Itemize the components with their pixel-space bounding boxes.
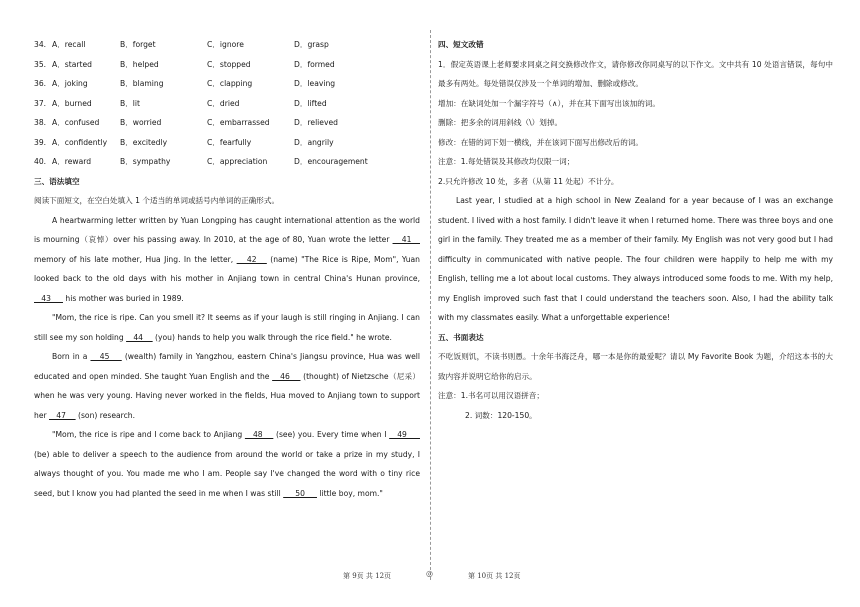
option-c: C．appreciation	[207, 157, 268, 166]
question-number: 40.	[34, 157, 47, 166]
text-run: his mother was buried in 1989.	[62, 293, 184, 303]
option-c: C．stopped	[207, 59, 251, 69]
right-page	[430, 0, 860, 607]
text-run: "Mom, the rice is ripe and I come back to Anjiang	[52, 430, 245, 439]
text-run: little boy, mom."	[316, 488, 383, 498]
option-d: D．encouragement	[294, 157, 368, 166]
option-row	[34, 74, 420, 94]
grammar-paragraph-3	[34, 347, 420, 425]
option-a: A．confused	[52, 118, 100, 127]
option-row	[34, 35, 420, 55]
option-b: B．sympathy	[120, 157, 171, 166]
text-run: (wealth) family in Yangzhou, eastern China's Jiangsu province, Hua was well educated and open minded. She taught Yuan English and the	[34, 352, 420, 381]
option-d: D．angrily	[294, 137, 334, 147]
blank-46[interactable]: 46	[272, 371, 301, 381]
option-b: B．helped	[120, 59, 159, 69]
section5-note-1: 注意：1.书名可以用汉语拼音；	[438, 391, 544, 400]
text-run: A heartwarming letter written by Yuan Longping has caught international attention as the world is mourning（哀悼）over his passing away. In 2010, at the age of 80, Yuan wrote the letter	[34, 215, 420, 244]
question-number: 39.	[34, 137, 47, 147]
left-page-content	[34, 35, 420, 503]
binding-mark-icon: ◎	[426, 569, 433, 578]
option-a: A．joking	[52, 79, 88, 88]
grammar-paragraph-4	[34, 425, 420, 503]
text-run: memory of his late mother, Hua Jing. In the letter,	[34, 254, 237, 264]
option-d: D．relieved	[294, 118, 338, 127]
option-b: B．forget	[120, 40, 156, 49]
option-d: D．lifted	[294, 98, 327, 108]
grammar-paragraph-1	[34, 211, 420, 309]
option-c: C．fearfully	[207, 137, 252, 147]
question-number: 38.	[34, 118, 47, 127]
section4-delete-rule: 删除：把多余的词用斜线（\）划掉。	[438, 118, 563, 127]
page-number-10: 第 10页 共 12页	[468, 572, 521, 580]
option-row	[34, 133, 420, 153]
blank-43[interactable]: 43	[34, 293, 63, 303]
multiple-choice-options	[34, 35, 420, 172]
text-run: (be) able to deliver a speech to the audience from around the world or take a prize in my study, I always thought of you. You made me who I am. People say I've changed the word with o tiny rice seed, but I know you had planted the seed in me when I was still	[34, 449, 420, 498]
option-c: C．ignore	[207, 40, 244, 49]
option-b: B．worried	[120, 118, 162, 127]
section4-heading: 四、短文改错	[438, 40, 484, 49]
text-run: (see) you. Every time when I	[273, 430, 390, 439]
option-c: C．embarrassed	[207, 118, 270, 127]
section4-instruction: 1．假定英语课上老师要求同桌之间交换修改作文，请你修改你同桌写的以下作文。文中共有 10 处语言错误，每句中最多有两处。每处错误仅涉及一个单词的增加、删除或修改。	[438, 59, 833, 88]
error-correction-essay: Last year, I studied at a high school in New Zealand for a year because of I was an exchange student. I lived with a host family. I didn't leave it when I returned home. There was three boys and one girl in the family. They treated me as a member of their family. My English was not very good but I had difficulty in communicated with native people. The four children were happily to help me with my English, telling me a lot about local customs. They always introduced some foods to me. With my help, my English improved such fast that I could understand the teachers soon. Also, I had the ability talk with my classmates easily. What a unforgettable experience!	[438, 196, 833, 322]
option-c: C．clapping	[207, 79, 253, 88]
option-c: C．dried	[207, 98, 240, 108]
text-run: (you) hands to help you walk through the rice field." he wrote.	[152, 332, 392, 342]
text-run: (son) research.	[75, 410, 136, 420]
page-number-9: 第 9页 共 12页	[343, 572, 392, 580]
option-row	[34, 55, 420, 75]
section4-add-rule: 增加：在缺词处加一个漏字符号（∧），并在其下面写出该加的词。	[438, 98, 660, 108]
section5-prompt: 不吃饭则饥，不读书则愚。十余年书海泛舟，哪一本是你的最爱呢？请以 My Favorite Book 为题，介绍这本书的大致内容并说明它给你的启示。	[438, 352, 833, 381]
blank-50[interactable]: 50	[283, 488, 317, 498]
question-number: 36.	[34, 79, 47, 88]
option-a: A．confidently	[52, 137, 108, 147]
question-number: 34.	[34, 40, 47, 49]
text-run: "Mom, the rice is ripe. Can you smell it? It seems as if your laugh is still ringing in Anjiang. I can still see my son holding	[34, 313, 420, 342]
text-run: (thought) of Nietzsche（尼采）when he was very young. Having never worked in the fields, Hua moved to Anjiang town to support her	[34, 371, 420, 420]
blank-45[interactable]: 45	[90, 352, 122, 361]
option-a: A．recall	[52, 40, 86, 49]
option-b: B．excitedly	[120, 137, 168, 147]
section5-heading: 五、书面表达	[438, 332, 484, 342]
option-b: B．blaming	[120, 79, 164, 88]
option-row	[34, 94, 420, 114]
option-d: D．leaving	[294, 79, 336, 88]
blank-49[interactable]: 49	[389, 430, 420, 439]
blank-47[interactable]: 47	[49, 410, 76, 420]
option-a: A．started	[52, 59, 92, 69]
text-run: (name) "The Rice is Ripe, Mom", Yuan looked back to the old days with his mother in Anjiang town in central China's Hunan province,	[34, 254, 420, 283]
section3-heading: 三、语法填空	[34, 176, 80, 186]
option-a: A．reward	[52, 157, 92, 166]
option-a: A．burned	[52, 98, 92, 108]
text-run: Born in a	[52, 352, 91, 361]
blank-41[interactable]: 41	[392, 235, 420, 244]
option-row	[34, 113, 420, 133]
question-number: 35.	[34, 59, 47, 69]
section4-note-2: 2.只允许修改 10 处，多者（从第 11 处起）不计分。	[438, 176, 619, 186]
option-d: D．formed	[294, 59, 335, 69]
grammar-paragraph-2	[34, 308, 420, 347]
section3-instruction: 阅读下面短文，在空白处填入 1 个适当的单词或括号内单词的正确形式。	[34, 196, 280, 205]
blank-48[interactable]: 48	[244, 430, 274, 439]
right-page-content	[438, 35, 833, 425]
option-b: B．lit	[120, 98, 141, 108]
section4-note-1: 注意：1.每处错误及其修改均仅限一词；	[438, 157, 575, 166]
blank-42[interactable]: 42	[236, 254, 267, 264]
option-row	[34, 152, 420, 172]
section5-note-2: 2. 词数：120-150。	[465, 410, 537, 420]
blank-44[interactable]: 44	[126, 332, 153, 342]
option-d: D．grasp	[294, 40, 329, 49]
question-number: 37.	[34, 98, 47, 108]
section4-modify-rule: 修改：在错的词下划一横线，并在该词下面写出修改后的词。	[438, 137, 644, 147]
